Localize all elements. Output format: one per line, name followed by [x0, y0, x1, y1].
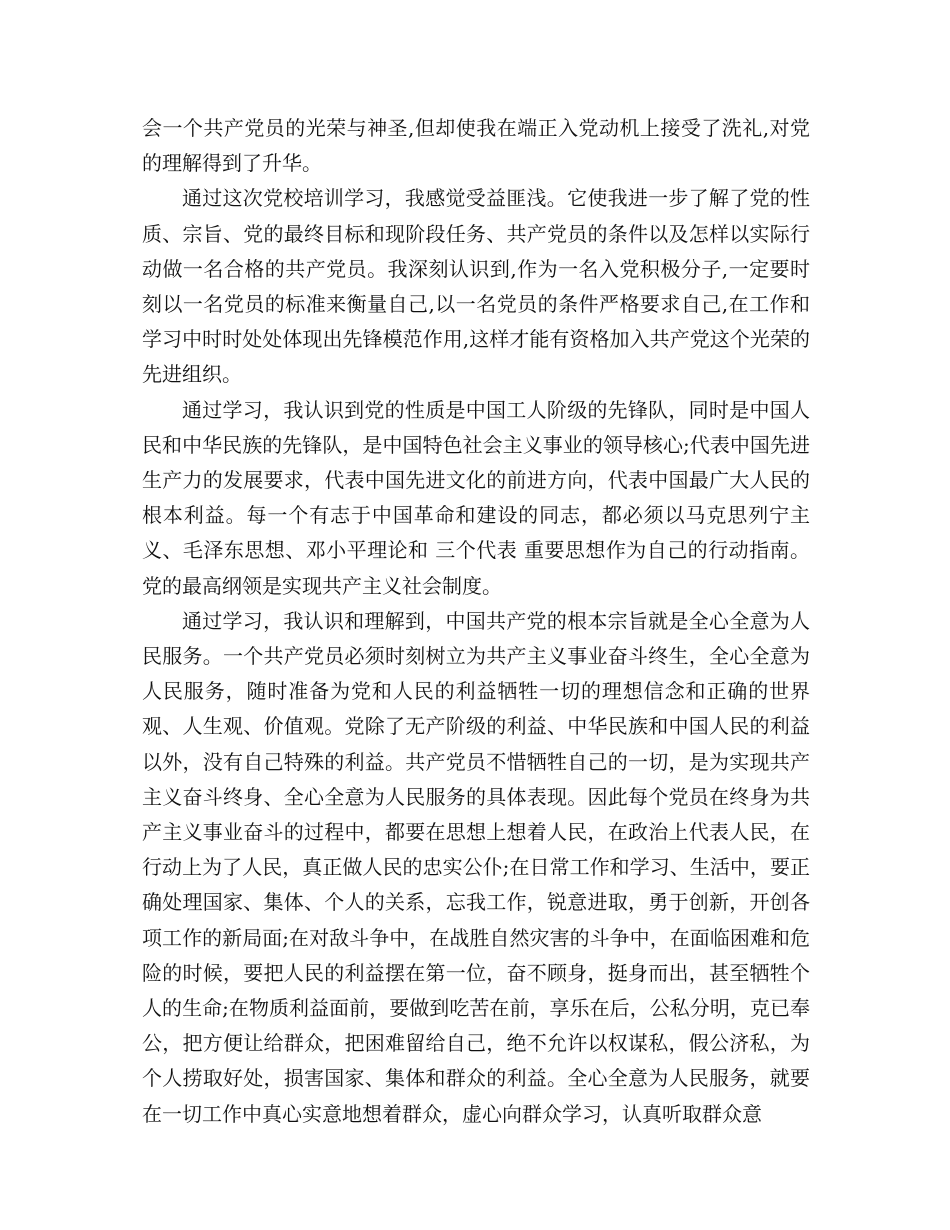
- paragraph-party-purpose: 通过学习，我认识和理解到，中国共产党的根本宗旨就是全心全意为人民服务。一个共产党员必须时刻树立为共产主义事业奋斗终生，全心全意为人民服务，随时准备为党和人民的利益牺牲一切的理想信念和正确的世界观、人生观、价值观。党除了无产阶级的利益、中华民族和中国人民的利益以外，没有自己特殊的利益。共产党员不惜牺牲自己的一切，是为实现共产主义奋斗终身、全心全意为人民服务的具体表现。因此每个党员在终身为共产主义事业奋斗的过程中，都要在思想上想着人民，在政治上代表人民，在行动上为了人民，真正做人民的忠实公仆;在日常工作和学习、生活中，要正确处理国家、集体、个人的关系，忘我工作，锐意进取，勇于创新，开创各项工作的新局面;在对敌斗争中，在战胜自然灾害的斗争中，在面临困难和危险的时候，要把人民的利益摆在第一位，奋不顾身，挺身而出，甚至牺牲个人的生命;在物质利益面前，要做到吃苦在前，享乐在后，公私分明，克已奉公，把方便让给群众，把困难留给自己，绝不允许以权谋私，假公济私，为个人捞取好处，损害国家、集体和群众的利益。全心全意为人民服务，就要在一切工作中真心实意地想着群众，虚心向群众学习，认真听取群众意: [142, 608, 810, 1126]
- document-body: [142, 111, 810, 1132]
- paragraph-party-school-training: 通过这次党校培训学习，我感觉受益匪浅。它使我进一步了解了党的性质、宗旨、党的最终目标和现阶段任务、共产党员的条件以及怎样以实际行动做一名合格的共产党员。我深刻认识到,作为一名入党积极分子,一定要时刻以一名党员的标准来衡量自己,以一名党员的条件严格要求自己,在工作和学习中时时处处体现出先锋模范作用,这样才能有资格加入共产党这个光荣的先进组织。: [142, 186, 810, 387]
- paragraph-continuation: 会一个共产党员的光荣与神圣,但却使我在端正入党动机上接受了洗礼,对党的理解得到了升华。: [142, 116, 810, 176]
- paragraph-party-nature: 通过学习，我认识到党的性质是中国工人阶级的先锋队，同时是中国人民和中华民族的先锋队，是中国特色社会主义事业的领导核心;代表中国先进生产力的发展要求，代表中国先进文化的前进方向，代表中国最广大人民的根本利益。每一个有志于中国革命和建设的同志，都必须以马克思列宁主义、毛泽东思想、邓小平理论和 三个代表 重要思想作为自己的行动指南。党的最高纲领是实现共产主义社会制度。: [142, 397, 810, 598]
